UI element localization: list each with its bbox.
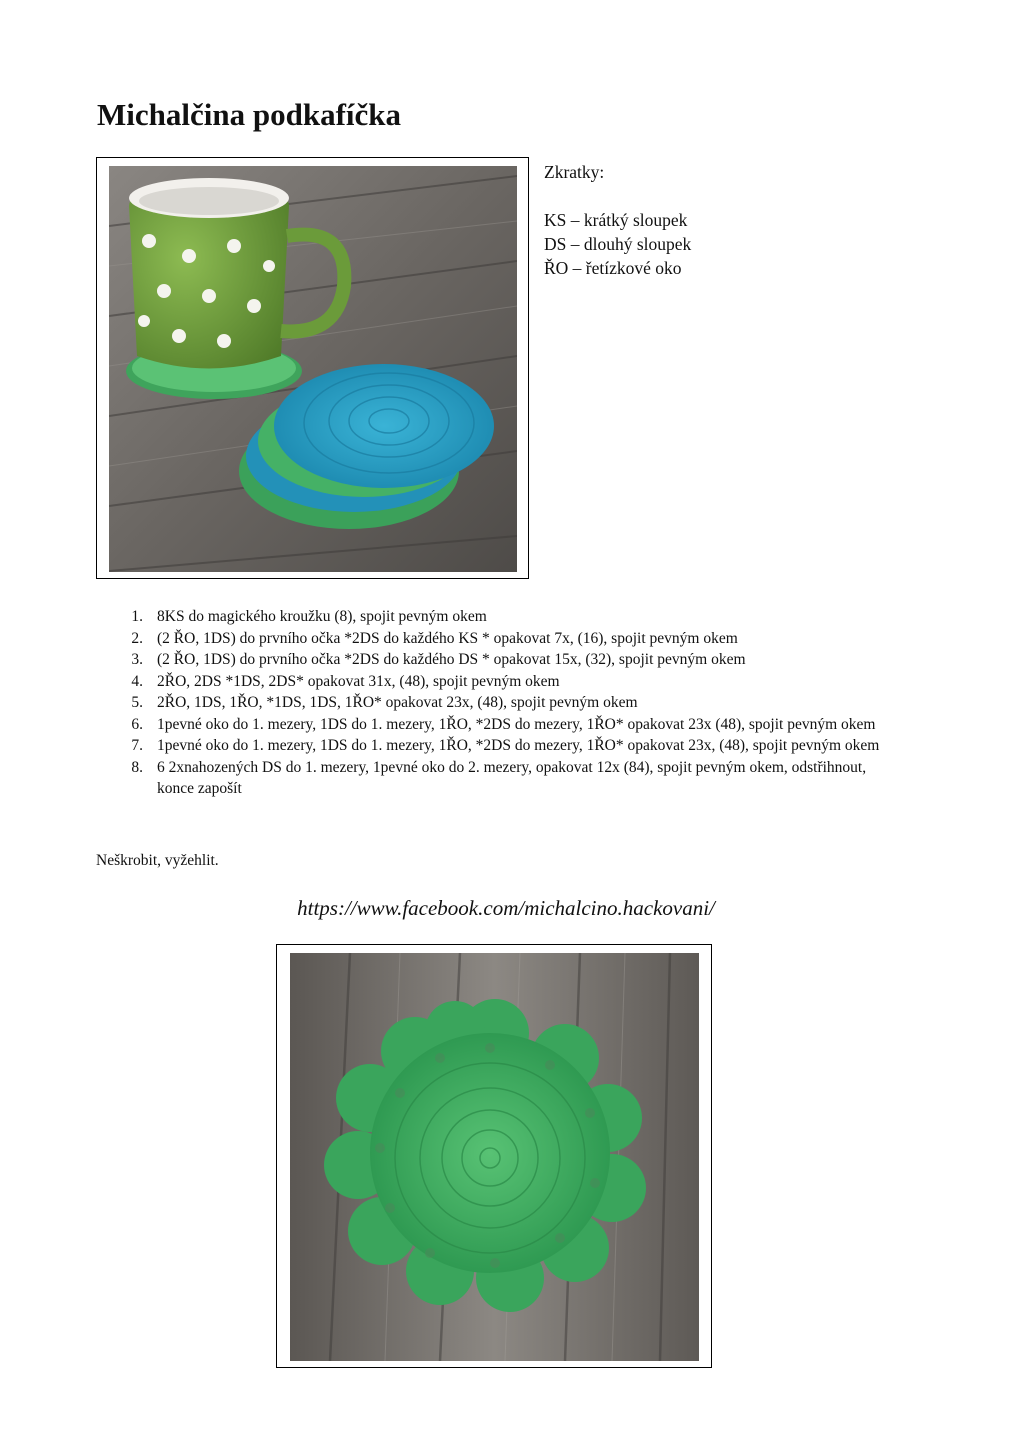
page-title: Michalčina podkafíčka (97, 97, 402, 132)
finishing-note: Neškrobit, vyžehlit. (96, 852, 219, 869)
list-item (96, 628, 896, 650)
step-text: 2ŘO, 1DS, 1ŘO, *1DS, 1DS, 1ŘO* opakovat 23x, (48), spojit pevným okem (157, 694, 638, 711)
list-item (96, 735, 896, 757)
step-text: 1pevné oko do 1. mezery, 1DS do 1. mezery, 1ŘO, *2DS do mezery, 1ŘO* opakovat 23x (48), spojit pevným okem (157, 715, 876, 733)
step-text: 1pevné oko do 1. mezery, 1DS do 1. mezery, 1ŘO, *2DS do mezery, 1ŘO* opakovat 23x, (48), spojit pevným okem (157, 737, 880, 754)
green-coaster-image (290, 953, 699, 1361)
list-item (96, 757, 896, 800)
step-number: 7. (131, 737, 143, 754)
step-text: 8KS do magického kroužku (8), spojit pevným okem (157, 608, 487, 625)
list-item (96, 692, 896, 714)
mug-coasters-image (109, 166, 517, 572)
abbreviations-heading: Zkratky: (544, 162, 605, 182)
abbreviation-item: ŘO – řetízkové oko (544, 258, 682, 278)
step-text: 2ŘO, 2DS *1DS, 2DS* opakovat 31x, (48), spojit pevným okem (157, 672, 560, 690)
photo-green-coaster (276, 944, 712, 1368)
abbreviation-item: DS – dlouhý sloupek (544, 234, 692, 254)
list-item (96, 671, 896, 693)
step-text: 6 2xnahozených DS do 1. mezery, 1pevné oko do 2. mezery, opakovat 12x (84), spojit pevným okem, odstřihnout, konce zapošít (157, 758, 867, 797)
steps-list (96, 606, 896, 800)
step-number: 1. (131, 608, 143, 625)
list-item (96, 649, 896, 671)
step-number: 5. (131, 694, 143, 711)
step-number: 6. (131, 715, 143, 733)
step-number: 2. (131, 629, 143, 647)
step-text: (2 ŘO, 1DS) do prvního očka *2DS do každého DS * opakovat 15x, (32), spojit pevným okem (157, 651, 746, 668)
list-item (96, 606, 896, 628)
facebook-link[interactable]: https://www.facebook.com/michalcino.hackovani/ (297, 896, 715, 920)
abbreviation-item: KS – krátký sloupek (544, 210, 688, 230)
step-number: 8. (131, 758, 143, 776)
list-item (96, 714, 896, 736)
abbreviations (544, 160, 691, 280)
step-number: 3. (131, 651, 143, 668)
step-text: (2 ŘO, 1DS) do prvního očka *2DS do každého KS * opakovat 7x, (16), spojit pevným okem (157, 629, 738, 647)
step-number: 4. (131, 672, 143, 690)
photo-mug-coasters (96, 157, 529, 579)
